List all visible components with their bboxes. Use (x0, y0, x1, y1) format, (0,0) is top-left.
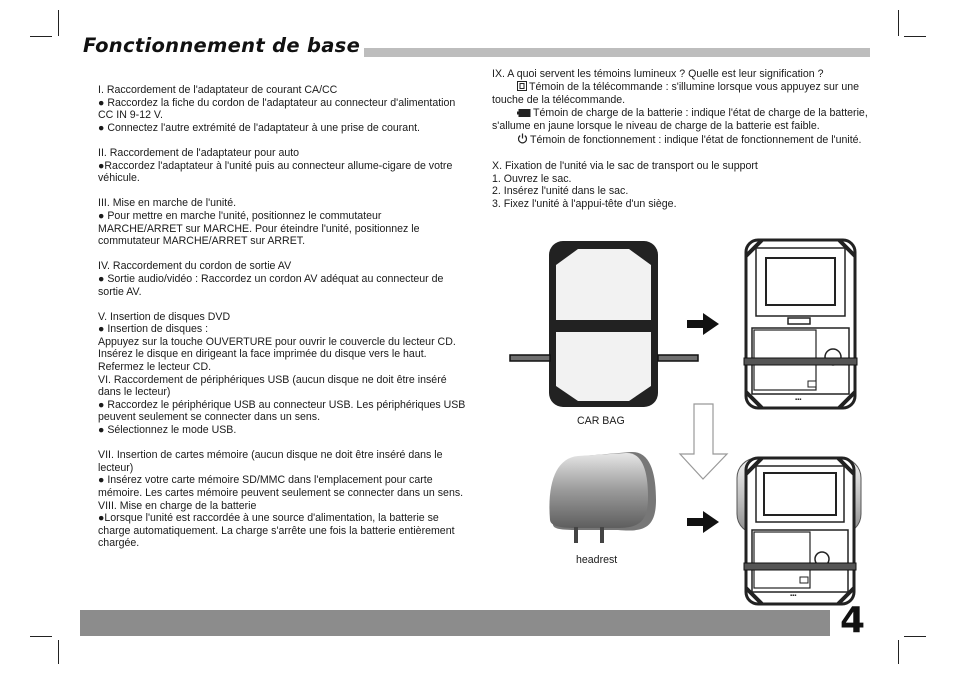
headrest (549, 452, 656, 543)
section-title: I. Raccordement de l'adaptateur de courant CA/CC (98, 84, 338, 96)
bullet-text: ● Sélectionnez le mode USB. (98, 424, 237, 437)
bullet-text: ● Raccordez la fiche du cordon de l'adaptateur au connecteur d'alimentation CC IN 9-12 V. (98, 96, 456, 122)
section-title: II. Raccordement de l'adaptateur pour auto (98, 146, 300, 159)
section-title: III. Mise en marche de l'unité. (98, 197, 237, 210)
bullet-text: ● Insérez votre carte mémoire SD/MMC dans l'emplacement pour carte mémoire. Les cartes mémoire peuvent seulement se connecter dans un sens. (98, 474, 464, 499)
power-indicator-text: Témoin de fonctionnement : indique l'état de fonctionnement de l'unité. (530, 133, 862, 146)
bullet-text: ● Insertion de disques : (98, 323, 209, 336)
step-text: Appuyez sur la touche OUVERTURE pour ouvrir le couvercle du lecteur CD. (98, 335, 456, 348)
down-arrow-icon (680, 404, 727, 479)
svg-text:▪▪▪: ▪▪▪ (790, 593, 797, 599)
page-title: Fonctionnement de base (83, 34, 364, 57)
section-title: VII. Insertion de cartes mémoire (aucun disque ne doit être inséré dans le lecteur) (98, 449, 443, 474)
step-text: 1. Ouvrez le sac. (492, 172, 572, 185)
bullet-text: ●Lorsque l'unité est raccordée à une source d'alimentation, la batterie se charge automatiquement. La charge s'arrête une fois la batterie entièrement chargée. (98, 512, 455, 550)
bullet-text: ● Sortie audio/vidéo : Raccordez un cordon AV adéquat au connecteur de sortie AV. (98, 272, 444, 298)
section-title: VI. Raccordement de périphériques USB (aucun disque ne doit être inséré dans le lecteur) (98, 373, 447, 399)
car-bag-open (510, 241, 698, 407)
step-text: 3. Fixez l'unité à l'appui-tête d'un siège. (492, 197, 677, 210)
headrest-label: headrest (576, 554, 618, 566)
right-arrow-icon (687, 313, 719, 335)
page-number: 4 (840, 600, 866, 641)
remote-indicator-text: Témoin de la télécommande : s'illumine lorsque vous appuyez sur une touche de la télécommande. (492, 80, 860, 107)
car-bag-with-unit (744, 240, 857, 408)
step-text: 2. Insérez l'unité dans le sac. (492, 185, 629, 198)
step-text: Refermez le lecteur CD. (98, 361, 212, 374)
section-title: V. Insertion de disques DVD (98, 310, 231, 323)
bullet-text: ●Raccordez l'adaptateur à l'unité puis au connecteur allume-cigare de votre véhicule. (98, 159, 453, 185)
step-text: Insérez le disque en dirigeant la face imprimée du disque vers le haut. (98, 348, 427, 361)
headrest-with-unit (737, 458, 861, 604)
svg-text:▪▪▪: ▪▪▪ (795, 397, 802, 403)
section-title: IV. Raccordement du cordon de sortie AV (98, 260, 292, 273)
bullet-text: ● Raccordez le périphérique USB au connecteur USB. Les périphériques USB peuvent seulement se connecter dans un sens. (98, 398, 466, 424)
section-title: X. Fixation de l'unité via le sac de transport ou le support (492, 160, 758, 173)
section-title: IX. A quoi servent les témoins lumineux ? Quelle est leur signification ? (492, 68, 824, 80)
footer-bar (80, 610, 830, 636)
bullet-text: ● Connectez l'autre extrémité de l'adaptateur à une prise de courant. (98, 121, 420, 134)
car-bag-label: CAR BAG (577, 415, 625, 427)
section-title: VIII. Mise en charge de la batterie (98, 499, 257, 512)
right-arrow-icon (687, 511, 719, 533)
battery-indicator-text: Témoin de charge de la batterie : indique l'état de charge de la batterie, s'allume en jaune lorsque le niveau de charge de la batterie est faible. (492, 106, 868, 133)
bullet-text: ● Pour mettre en marche l'unité, positionnez le commutateur MARCHE/ARRET sur MARCHE. Pour éteindre l'unité, positionnez le commutateur MARCHE/ARRET sur ARRET. (98, 209, 420, 248)
